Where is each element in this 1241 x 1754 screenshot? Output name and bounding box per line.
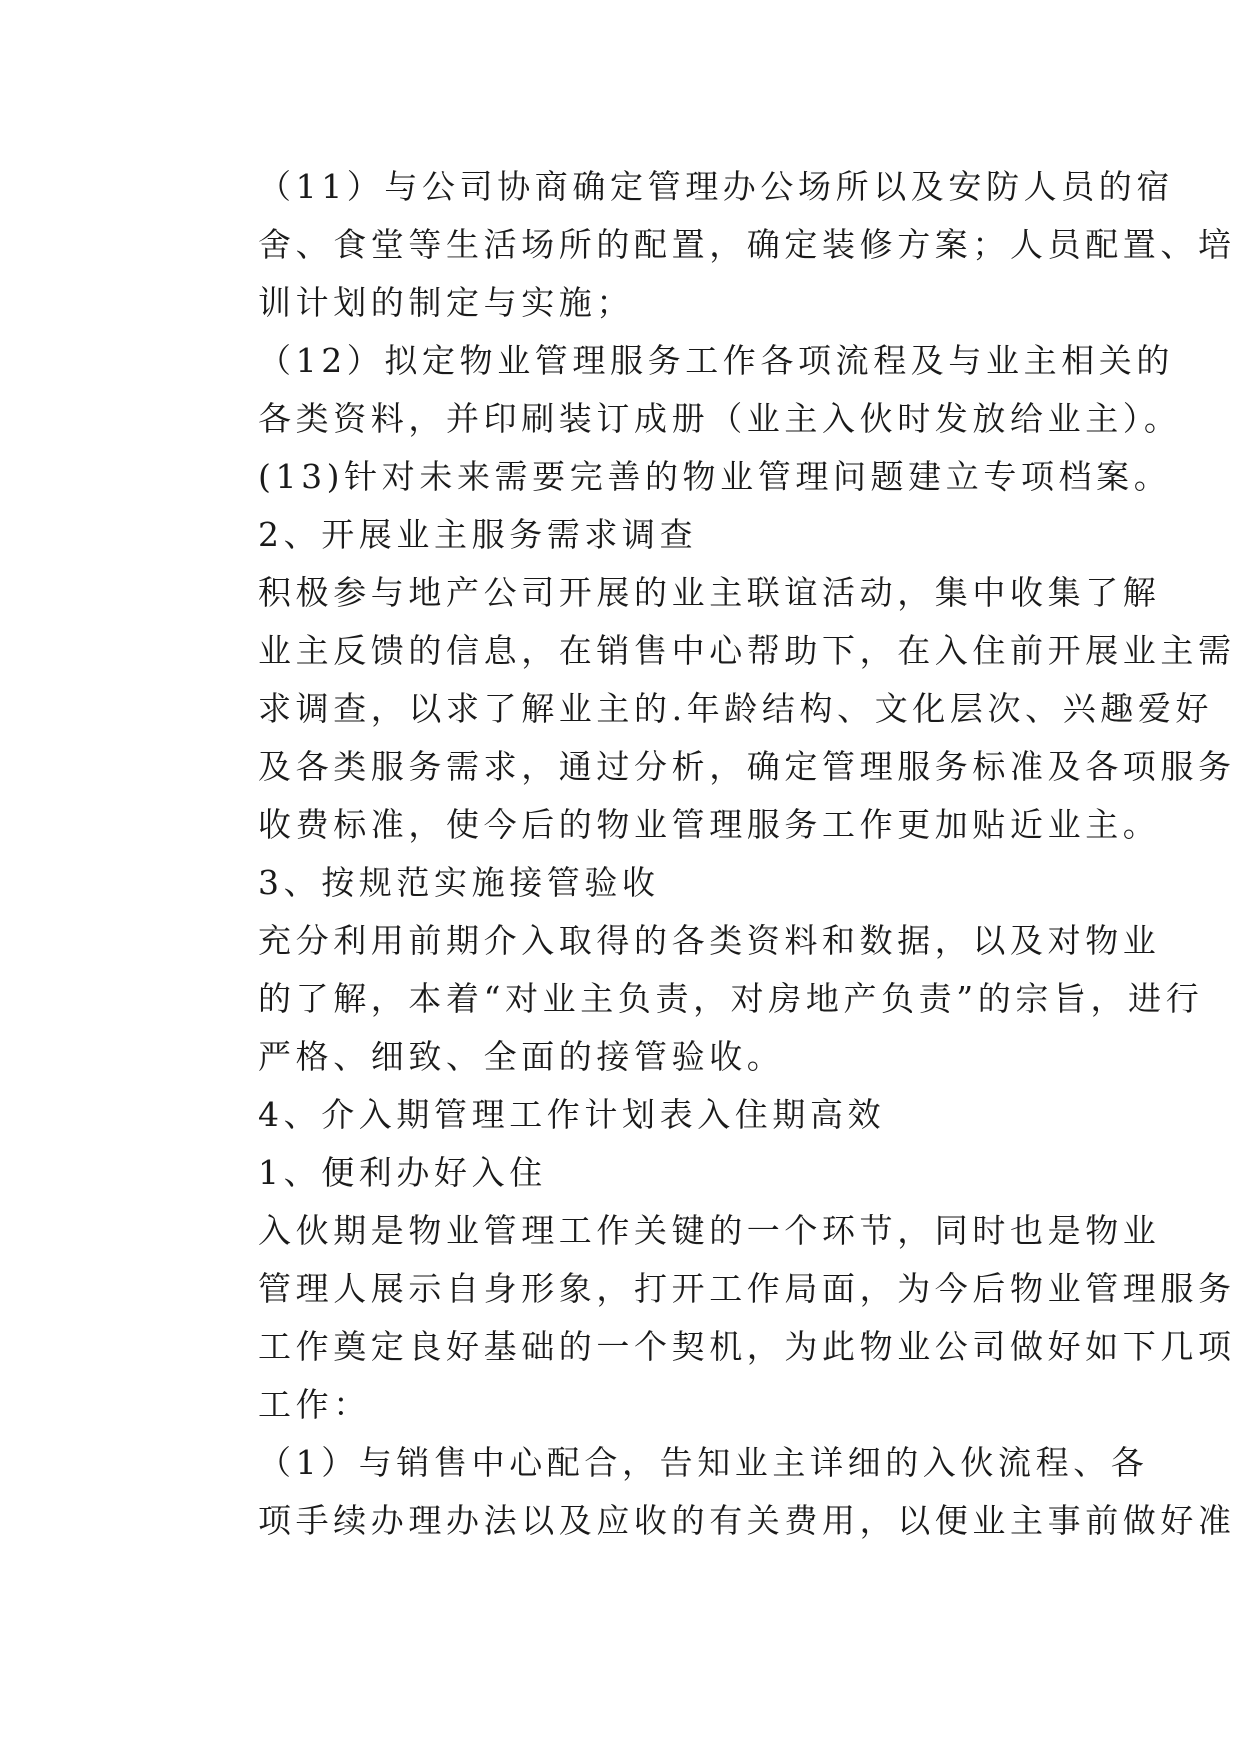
text-line: 入伙期是物业管理工作关键的一个环节，同时也是物业: [258, 1211, 1161, 1250]
paragraph-item-11: [192, 158, 1236, 332]
paragraph-item-1: [192, 1434, 1236, 1550]
text-line: 及各类服务需求，通过分析，确定管理服务标准及各项服务: [258, 747, 1236, 786]
text-line: (13)针对未来需要完善的物业管理问题建立专项档案。: [258, 457, 1172, 496]
paragraph-item-12: [192, 332, 1182, 448]
text-line: （12）拟定物业管理服务工作各项流程及与业主相关的: [258, 341, 1174, 380]
text-line: 积极参与地产公司开展的业主联谊活动，集中收集了解: [258, 573, 1161, 612]
text-line: 严格、细致、全面的接管验收。: [258, 1037, 785, 1076]
section-heading-owner-survey: [192, 506, 1054, 564]
section-heading-acceptance: [192, 854, 1054, 912]
text-line: 管理人展示自身形象，打开工作局面，为今后物业管理服务: [258, 1269, 1236, 1308]
heading-line: 3、按规范实施接管验收: [258, 863, 660, 902]
paragraph-item-13: [192, 448, 1172, 506]
text-line: 各类资料，并印刷装订成册（业主入伙时发放给业主）。: [258, 399, 1182, 438]
text-line: 充分利用前期介入取得的各类资料和数据，以及对物业: [258, 921, 1161, 960]
text-line: 的了解，本着“对业主负责，对房地产负责”的宗旨，进行: [258, 979, 1204, 1018]
text-line: （1）与销售中心配合，告知业主详细的入伙流程、各: [258, 1443, 1149, 1482]
heading-line: 4、介入期管理工作计划表入住期高效: [258, 1095, 886, 1134]
section-heading-work-plan: [192, 1086, 1054, 1144]
paragraph-acceptance: [192, 912, 1204, 1086]
section-heading-move-in: [192, 1144, 1054, 1202]
paragraph-move-in-period: [192, 1202, 1236, 1434]
text-line: 工作奠定良好基础的一个契机，为此物业公司做好如下几项: [258, 1327, 1236, 1366]
text-line: 业主反馈的信息，在销售中心帮助下，在入住前开展业主需: [258, 631, 1236, 670]
heading-line: 2、开展业主服务需求调查: [258, 515, 698, 554]
heading-line: 1、便利办好入住: [258, 1153, 547, 1192]
document-body: [192, 158, 1236, 1550]
text-line: 求调查，以求了解业主的.年龄结构、文化层次、兴趣爱好: [258, 689, 1214, 728]
text-line: 工作：: [258, 1385, 371, 1424]
text-line: 训计划的制定与实施；: [258, 283, 634, 322]
text-line: 项手续办理办法以及应收的有关费用，以便业主事前做好准: [258, 1501, 1236, 1540]
text-line: 收费标准，使今后的物业管理服务工作更加贴近业主。: [258, 805, 1161, 844]
text-line: 舍、食堂等生活场所的配置，确定装修方案；人员配置、培: [258, 225, 1236, 264]
text-line: （11）与公司协商确定管理办公场所以及安防人员的宿: [258, 167, 1174, 206]
paragraph-owner-survey: [192, 564, 1236, 854]
